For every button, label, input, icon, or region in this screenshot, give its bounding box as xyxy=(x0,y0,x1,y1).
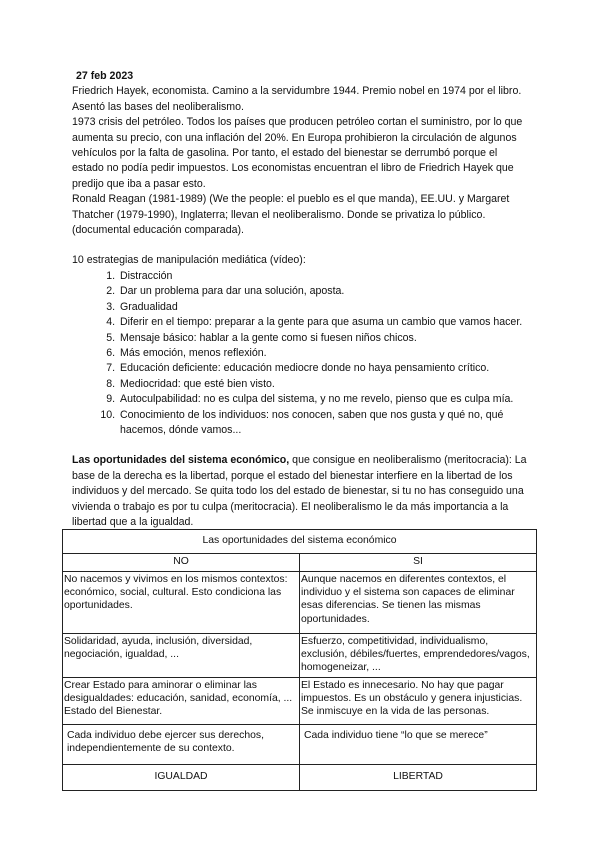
table-cell-no: Cada individuo debe ejercer sus derechos, independientemente de su contexto. xyxy=(63,725,300,765)
comparison-table xyxy=(62,529,537,791)
date-heading: 27 feb 2023 xyxy=(76,70,134,82)
table-title: Las oportunidades del sistema económico xyxy=(63,530,537,554)
table-cell-si: Esfuerzo, competitividad, individualismo, exclusión, débiles/fuertes, emprendedores/vagos, homogeneizar, ... xyxy=(300,634,537,678)
intro-paragraph: 1973 crisis del petróleo. Todos los países que producen petróleo cortan el suministro, por lo que aumenta su precio, con una inflación del 20%. En Europa prohibieron la circulación de algunos vehículos por la falta de gasolina. Por tanto, el estado del bienestar se derrumbó porque el estado no podía pedir impuestos. Los economistas encuentran el libro de Friedrich Hayek que predijo que iba a pasar esto. xyxy=(72,116,523,190)
table-cell-no: Solidaridad, ayuda, inclusión, diversidad, negociación, igualdad, ... xyxy=(63,634,300,678)
section-text: que consigue en neoliberalismo (meritocracia): La base de la derecha es la libertad, porque el estado del bienestar interfiere en la libertad de los individuos y del mercado. Se quita todo los del estado de bienestar, si tu no has conseguido una vivienda o trabajo es por tu culpa (meritocracia). El neoliberalismo le da más importancia a la libertad que a la igualdad. xyxy=(72,454,527,528)
column-header-no: NO xyxy=(63,554,300,572)
list-item: 9. Autoculpabilidad: no es culpa del sistema, y no me revelo, pienso que es culpa mía. xyxy=(118,392,528,407)
footer-cell-si: LIBERTAD xyxy=(300,765,537,791)
footer-cell-no: IGUALDAD xyxy=(63,765,300,791)
table-cell-no: Crear Estado para aminorar o eliminar las desigualdades: educación, sanidad, economía, ... Estado del Bienestar. xyxy=(63,678,300,725)
list-item: 1. Distracción xyxy=(118,269,528,284)
list-item: 10. Conocimiento de los individuos: nos conocen, saben que nos gusta y qué no, qué hacemos, dónde vamos... xyxy=(118,408,528,439)
list-item: 5. Mensaje básico: hablar a la gente como si fuesen niños chicos. xyxy=(118,331,528,346)
strategies-title: 10 estrategias de manipulación mediática (vídeo): xyxy=(72,254,306,267)
table-cell-si: Cada individuo tiene “lo que se merece” xyxy=(300,725,537,765)
list-item: 7. Educación deficiente: educación mediocre donde no haya pensamiento crítico. xyxy=(118,361,528,376)
list-item: 4. Diferir en el tiempo: preparar a la gente para que asuma un cambio que vamos hacer. xyxy=(118,315,528,330)
intro-paragraph: Ronald Reagan (1981-1989) (We the people: el pueblo es el que manda), EE.UU. y Margaret Thatcher (1979-1990), Inglaterra; llevan el neoliberalismo. Donde se privatiza lo público. (documental educación comparada). xyxy=(72,193,510,237)
table-cell-si: Aunque nacemos en diferentes contextos, el individuo y el sistema son capaces de eliminar esas diferencias. Se tienen las mismas oportunidades. xyxy=(300,572,537,634)
list-item: 3. Gradualidad xyxy=(118,300,528,315)
section-paragraph xyxy=(72,453,528,530)
list-item: 2. Dar un problema para dar una solución, aposta. xyxy=(118,284,528,299)
section-heading: Las oportunidades del sistema económico, xyxy=(72,454,290,467)
intro-paragraph: Friedrich Hayek, economista. Camino a la servidumbre 1944. Premio nobel en 1974 por el libro. Asentó las bases del neoliberalismo. xyxy=(72,85,522,113)
table-cell-no: No nacemos y vivimos en los mismos contextos: económico, social, cultural. Esto condiciona las oportunidades. xyxy=(63,572,300,634)
table-cell-si: El Estado es innecesario. No hay que pagar impuestos. Es un obstáculo y genera injusticias. Se inmiscuye en la vida de las personas. xyxy=(300,678,537,725)
list-item: 6. Más emoción, menos reflexión. xyxy=(118,346,528,361)
document-page xyxy=(72,69,528,530)
column-header-si: SI xyxy=(300,554,537,572)
list-item: 8. Mediocridad: que esté bien visto. xyxy=(118,377,528,392)
strategies-list xyxy=(72,269,528,438)
